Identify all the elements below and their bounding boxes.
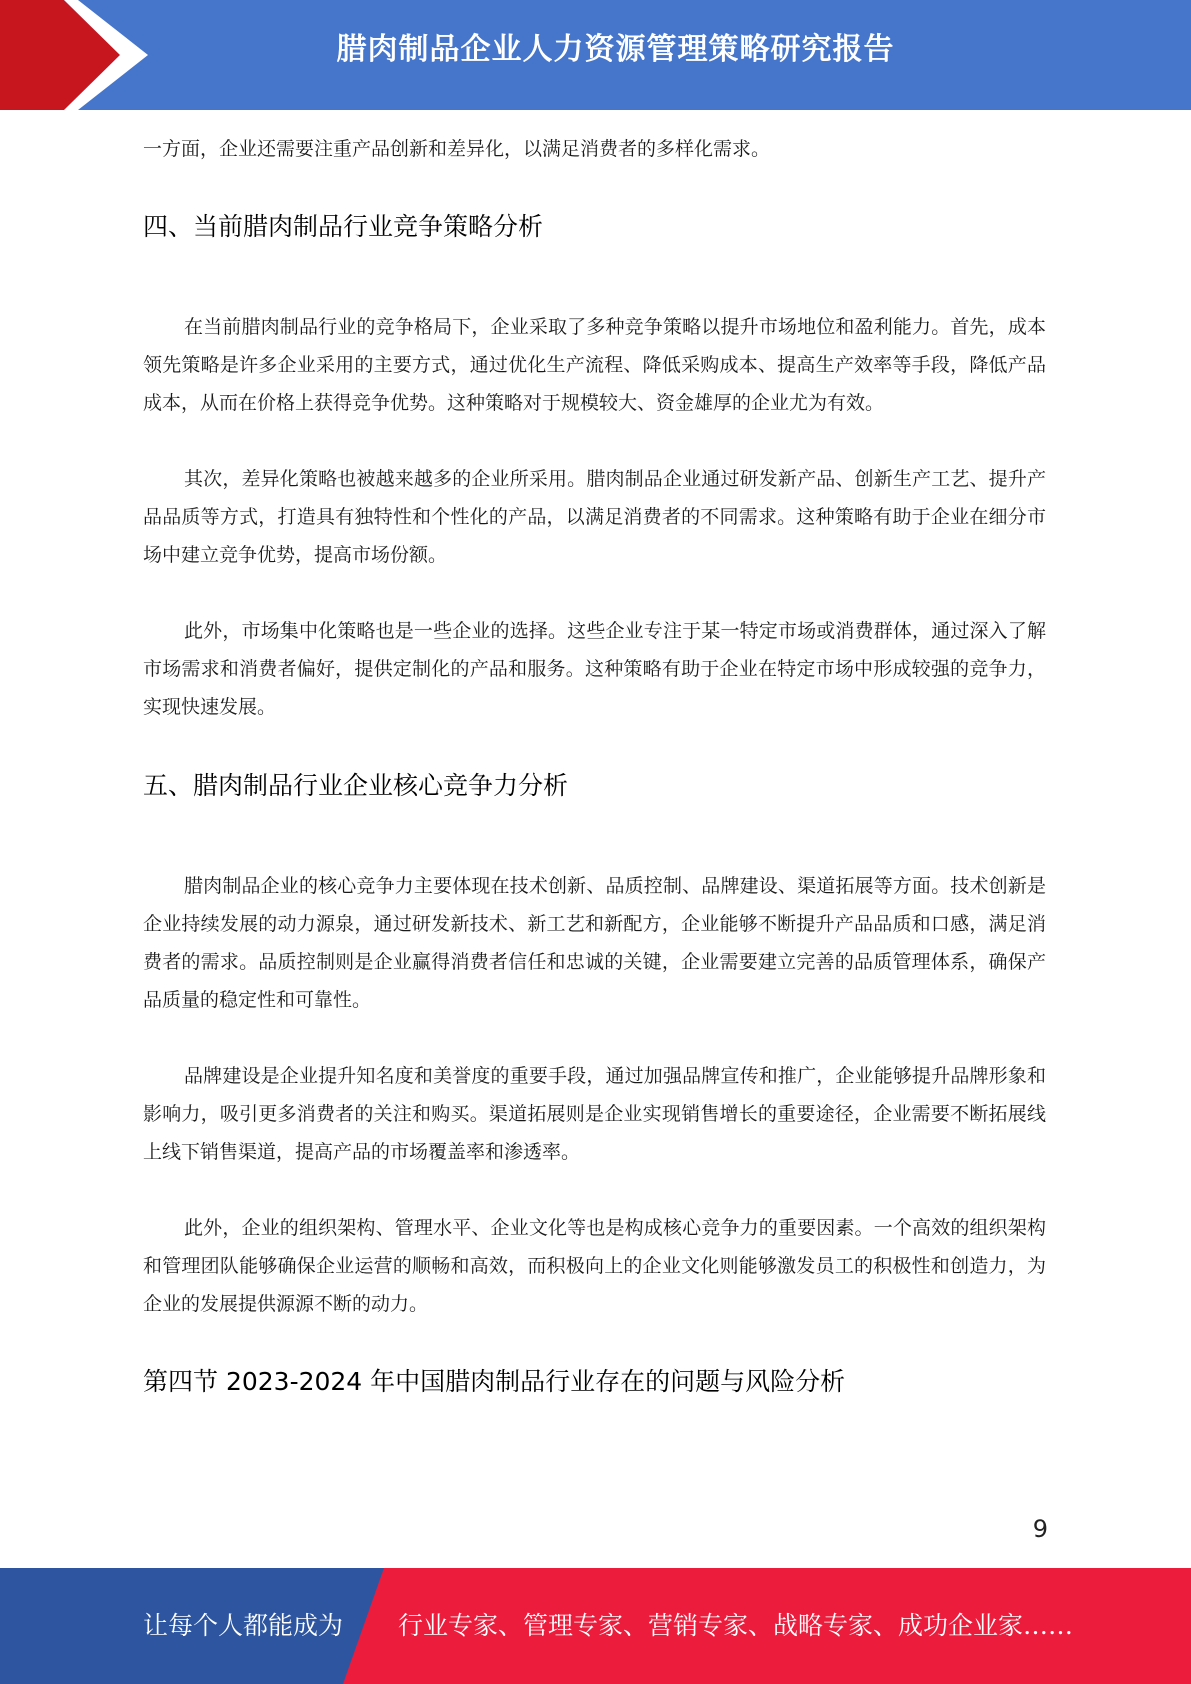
page-footer	[0, 1568, 1191, 1684]
section4-paragraph-2: 其次，差异化策略也被越来越多的企业所采用。腊肉制品企业通过研发新产品、创新生产工艺、提升产品品质等方式，打造具有独特性和个性化的产品，以满足消费者的不同需求。这种策略有助于企业在细分市场中建立竞争优势，提高市场份额。	[143, 468, 1046, 566]
footer-slogan-right: 行业专家、管理专家、营销专家、战略专家、成功企业家……	[398, 1611, 1074, 1640]
page-header	[0, 0, 1191, 110]
section-heading-4: 四、当前腊肉制品行业竞争策略分析	[143, 212, 544, 241]
page-number: 9	[1032, 1515, 1048, 1543]
footer-slogan-left: 让每个人都能成为	[143, 1611, 344, 1640]
section5-paragraph-3: 此外，企业的组织架构、管理水平、企业文化等也是构成核心竞争力的重要因素。一个高效的组织架构和管理团队能够确保企业运营的顺畅和高效，而积极向上的企业文化则能够激发员工的积极性和创造力，为企业的发展提供源源不断的动力。	[143, 1217, 1046, 1315]
section4-paragraph-1: 在当前腊肉制品行业的竞争格局下，企业采取了多种竞争策略以提升市场地位和盈利能力。首先，成本领先策略是许多企业采用的主要方式，通过优化生产流程、降低采购成本、提高生产效率等手段，降低产品成本，从而在价格上获得竞争优势。这种策略对于规模较大、资金雄厚的企业尤为有效。	[143, 316, 1046, 414]
section4-paragraph-3: 此外，市场集中化策略也是一些企业的选择。这些企业专注于某一特定市场或消费群体，通过深入了解市场需求和消费者偏好，提供定制化的产品和服务。这种策略有助于企业在特定市场中形成较强的竞争力，实现快速发展。	[143, 620, 1046, 718]
section-heading-next: 第四节 2023-2024 年中国腊肉制品行业存在的问题与风险分析	[143, 1367, 846, 1396]
section5-paragraph-2: 品牌建设是企业提升知名度和美誉度的重要手段，通过加强品牌宣传和推广，企业能够提升品牌形象和影响力，吸引更多消费者的关注和购买。渠道拓展则是企业实现销售增长的重要途径，企业需要不断拓展线上线下销售渠道，提高产品的市场覆盖率和渗透率。	[143, 1065, 1046, 1163]
intro-line: 一方面，企业还需要注重产品创新和差异化，以满足消费者的多样化需求。	[143, 138, 771, 160]
section5-paragraph-1: 腊肉制品企业的核心竞争力主要体现在技术创新、品质控制、品牌建设、渠道拓展等方面。技术创新是企业持续发展的动力源泉，通过研发新技术、新工艺和新配方，企业能够不断提升产品品质和口感，满足消费者的需求。品质控制则是企业赢得消费者信任和忠诚的关键，企业需要建立完善的品质管理体系，确保产品质量的稳定性和可靠性。	[143, 875, 1046, 1011]
section-heading-5: 五、腊肉制品行业企业核心竞争力分析	[143, 771, 569, 800]
report-title: 腊肉制品企业人力资源管理策略研究报告	[336, 32, 895, 67]
page-body	[143, 130, 1046, 1402]
